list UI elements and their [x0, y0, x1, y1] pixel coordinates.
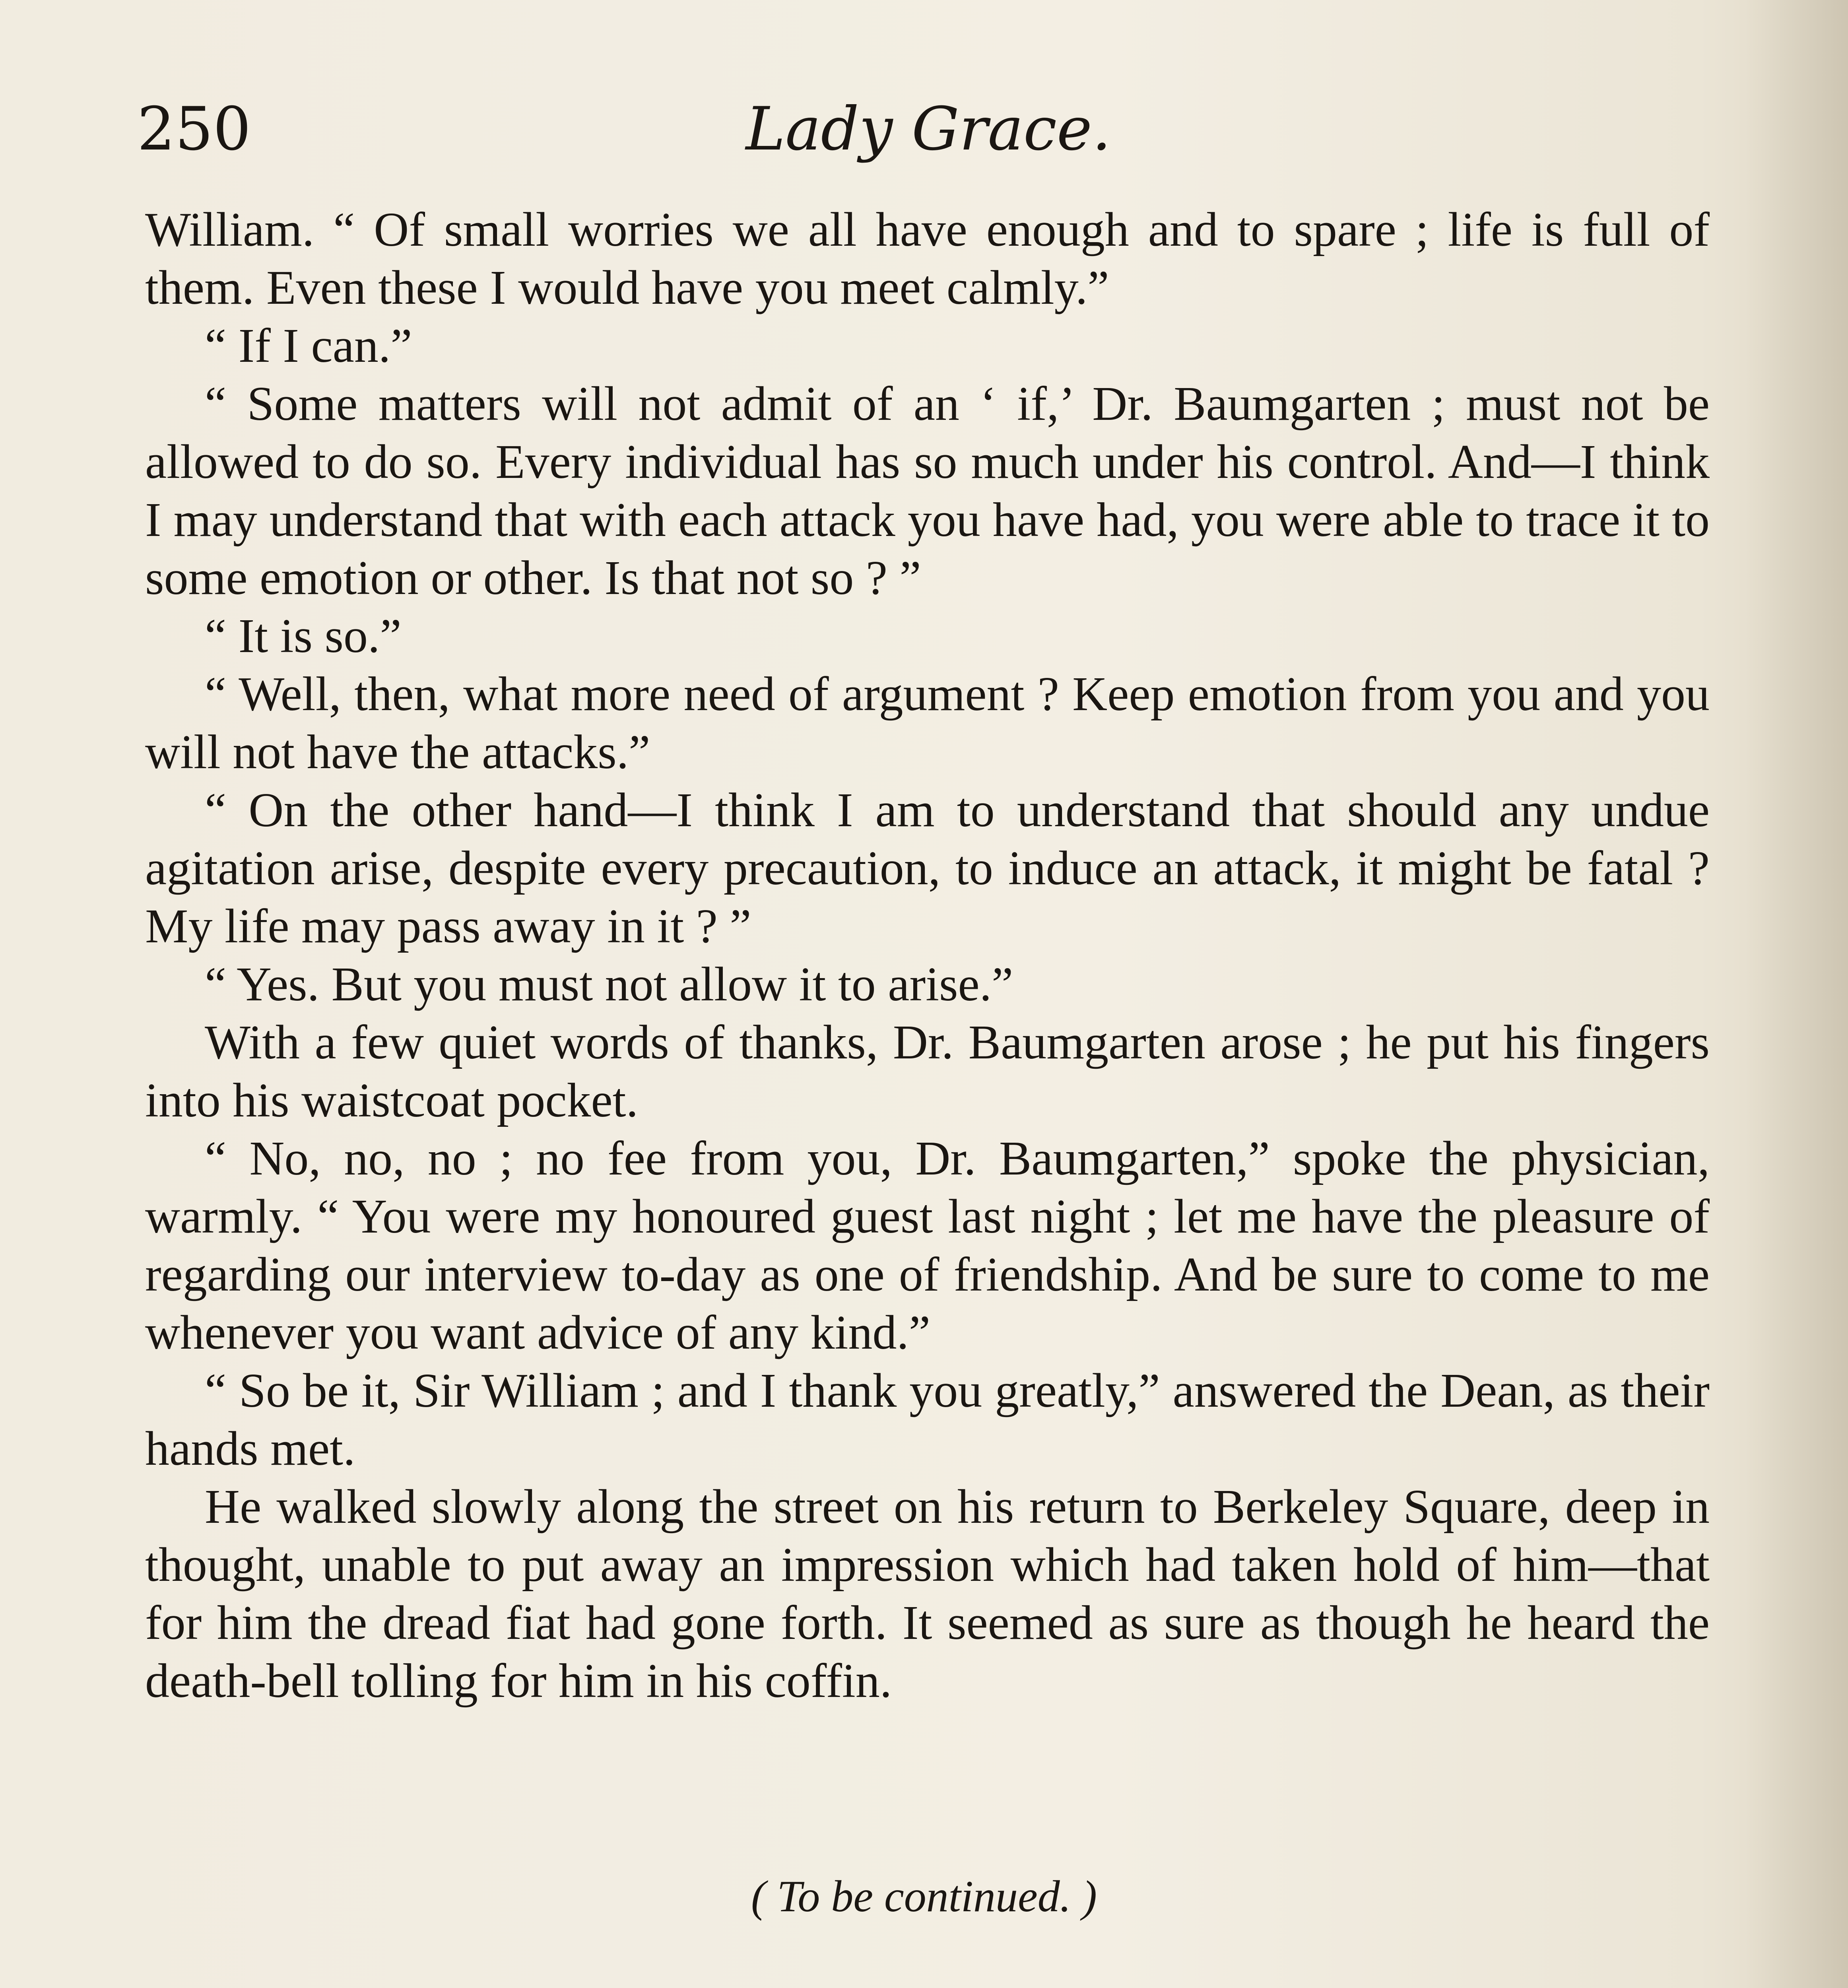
paragraph: “ It is so.” — [205, 609, 402, 663]
paragraph: “ Well, then, what more need of argument ? Keep emotion from you and you will not have the attacks.” — [145, 667, 1710, 779]
running-title: Lady Grace. — [745, 95, 1111, 164]
paragraph: “ Yes. But you must not allow it to arise.” — [205, 957, 1013, 1011]
paragraph: “ So be it, Sir William ; and I thank you greatly,” answered the Dean, as their hands met. — [145, 1364, 1710, 1475]
paragraph: William. “ Of small worries we all have enough and to spare ; life is full of them. Even these I would have you meet calmly.” — [145, 203, 1710, 315]
paragraph: “ If I can.” — [205, 319, 412, 373]
page-header — [137, 89, 1720, 169]
to-be-continued-note: ( To be continued. ) — [751, 1872, 1097, 1921]
body-text — [145, 201, 1710, 1710]
paragraph: He walked slowly along the street on his return to Berkeley Square, deep in thought, unable to put away an impression which had taken hold of him—that for him the dread fiat had gone forth. It seemed as sure as though he heard the death-bell tolling for him in his coffin. — [145, 1480, 1710, 1708]
page-edge-shadow — [1745, 0, 1848, 1988]
paragraph: With a few quiet words of thanks, Dr. Baumgarten arose ; he put his fingers into his waistcoat pocket. — [145, 1015, 1710, 1127]
page-number: 250 — [137, 95, 251, 164]
paragraph: “ Some matters will not admit of an ‘ if,’ Dr. Baumgarten ; must not be allowed to do so. Every individual has so much under his control. And—I think I may understand that with each attack you have had, you were able to trace it to some emotion or other. Is that not so ? ” — [145, 377, 1710, 605]
paragraph: “ No, no, no ; no fee from you, Dr. Baumgarten,” spoke the physician, warmly. “ You were my honoured guest last night ; let me have the pleasure of regarding our interview to-day as one of friendship. And be sure to come to me whenever you want advice of any kind.” — [145, 1132, 1710, 1359]
paragraph: “ On the other hand—I think I am to understand that should any undue agitation arise, despite every precaution, to induce an attack, it might be fatal ? My life may pass away in it ? ” — [145, 783, 1710, 953]
